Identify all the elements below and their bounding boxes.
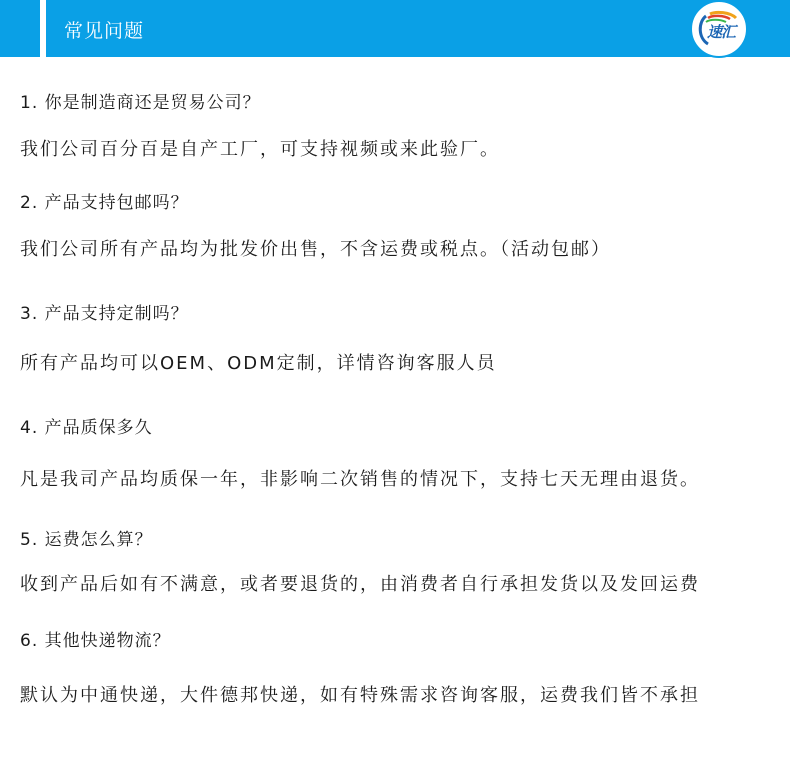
brand-logo — [690, 0, 748, 58]
faq-answer-3: 所有产品均可以OEM、ODM定制，详情咨询客服人员 — [20, 353, 497, 374]
page-title: 常见问题 — [64, 20, 145, 42]
header-bar — [0, 0, 790, 57]
faq-question-6: 6. 其他快递物流？ — [20, 631, 171, 651]
faq-question-2: 2. 产品支持包邮吗？ — [20, 193, 189, 213]
faq-answer-6: 默认为中通快递，大件德邦快递，如有特殊需求咨询客服，运费我们皆不承担 — [20, 685, 700, 706]
faq-question-3: 3. 产品支持定制吗？ — [20, 304, 189, 324]
faq-answer-1: 我们公司百分百是自产工厂，可支持视频或来此验厂。 — [20, 139, 500, 160]
faq-question-4: 4. 产品质保多久 — [20, 418, 153, 438]
faq-question-5: 5. 运费怎么算？ — [20, 530, 153, 550]
faq-answer-4: 凡是我司产品均质保一年，非影响二次销售的情况下，支持七天无理由退货。 — [20, 469, 700, 490]
faq-answer-2: 我们公司所有产品均为批发价出售，不含运费或税点。（活动包邮） — [20, 239, 611, 260]
header-accent-stripe — [40, 0, 46, 57]
logo-text: 速汇 — [707, 23, 736, 41]
faq-answer-5: 收到产品后如有不满意，或者要退货的，由消费者自行承担发货以及发回运费 — [20, 574, 700, 595]
faq-question-1: 1. 你是制造商还是贸易公司？ — [20, 93, 261, 113]
